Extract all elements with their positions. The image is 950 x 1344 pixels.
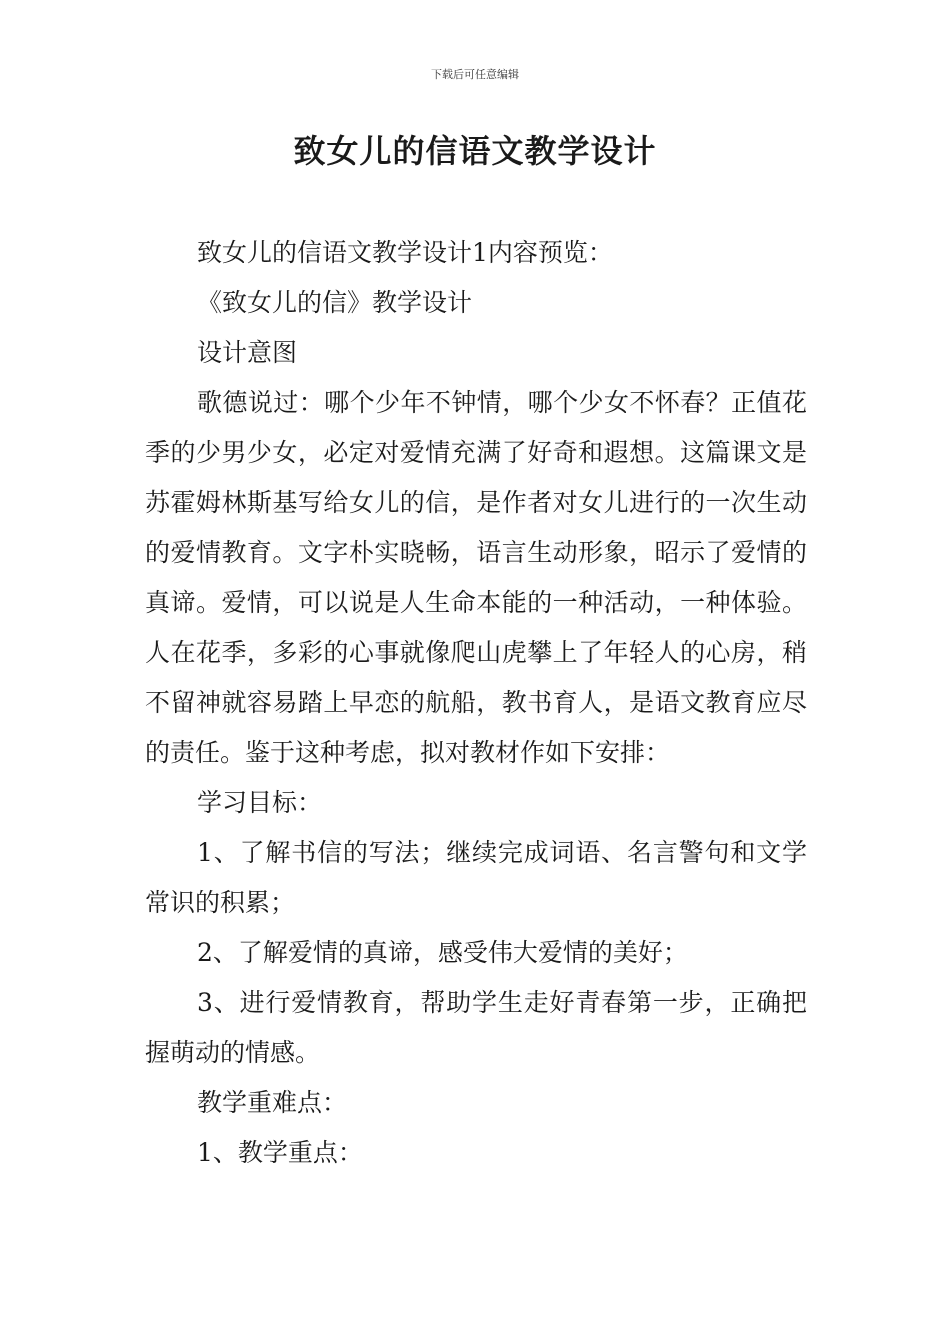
paragraph-key-point-1: 1、教学重点：: [197, 1138, 363, 1167]
paragraph-heading-design-intent: 设计意图: [197, 338, 298, 367]
paragraph-goal-3: 3、进行爱情教育，帮助学生走好青春第一步，正确把握萌动的情感。: [145, 988, 807, 1067]
paragraph-goal-1: 1、了解书信的写法；继续完成词语、名言警句和文学常识的积累；: [145, 838, 807, 917]
paragraph-intro: 致女儿的信语文教学设计1内容预览：: [197, 238, 613, 267]
paragraph-design-intent-body: 歌德说过：哪个少年不钟情，哪个少女不怀春？正值花季的少男少女，必定对爱情充满了好奇和遐想。这篇课文是苏霍姆林斯基写给女儿的信，是作者对女儿进行的一次生动的爱情教育。文字朴实晓畅，语言生动形象，昭示了爱情的真谛。爱情，可以说是人生命本能的一种活动，一种体验。人在花季，多彩的心事就像爬山虎攀上了年轻人的心房，稍不留神就容易踏上早恋的航船，教书育人，是语文教育应尽的责任。鉴于这种考虑，拟对教材作如下安排：: [145, 388, 807, 767]
paragraph-goal-2: 2、了解爱情的真谛，感受伟大爱情的美好；: [197, 938, 688, 967]
document-title: 致女儿的信语文教学设计: [293, 132, 657, 170]
header-note: 下载后可任意编辑: [431, 68, 519, 81]
paragraph-subtitle: 《致女儿的信》教学设计: [197, 288, 473, 317]
paragraph-heading-key-points: 教学重难点：: [197, 1088, 348, 1117]
paragraph-heading-learning-goals: 学习目标：: [197, 788, 323, 817]
document-body: [145, 228, 807, 1178]
